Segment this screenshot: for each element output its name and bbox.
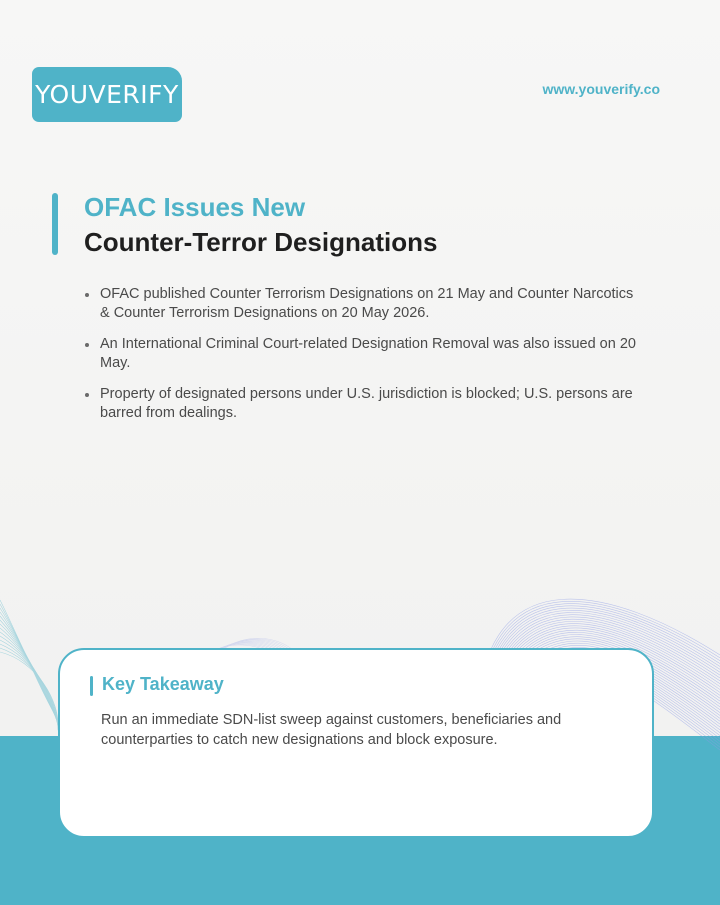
headline-line-2: Counter-Terror Designations <box>84 227 438 257</box>
website-link[interactable]: www.youverify.co <box>542 81 660 97</box>
logo-text: YOUVERIFY <box>35 80 179 109</box>
takeaway-text: Run an immediate SDN-list sweep against customers, beneficiaries and counterparties to catch new designations and block exposure. <box>101 712 562 748</box>
wave-line <box>0 632 58 726</box>
wave-line <box>0 600 58 720</box>
wave-line <box>0 612 58 722</box>
bullet-dot-icon <box>85 343 89 347</box>
wave-line <box>0 628 58 726</box>
key-takeaway-card <box>58 648 654 838</box>
youverify-logo[interactable] <box>32 67 182 122</box>
takeaway-title: Key Takeaway <box>102 674 224 694</box>
takeaway-accent-bar <box>90 676 93 696</box>
wave-line <box>0 648 58 730</box>
title-accent-bar <box>52 193 58 255</box>
wave-line <box>0 640 58 728</box>
bullet-item <box>82 335 642 373</box>
bullet-text: An International Criminal Court-related Designation Removal was also issued on 20 May. <box>100 336 636 371</box>
wave-line <box>0 604 58 721</box>
wave-line <box>0 608 58 722</box>
wave-line <box>0 624 58 725</box>
bullet-item <box>82 385 642 423</box>
wave-line <box>0 620 58 724</box>
wave-line <box>0 616 58 723</box>
bullet-list <box>82 285 642 435</box>
bullet-dot-icon <box>85 393 89 397</box>
bullet-item <box>82 285 642 323</box>
bullet-dot-icon <box>85 293 89 297</box>
bullet-text: OFAC published Counter Terrorism Designations on 21 May and Counter Narcotics & Counter Terrorism Designations on 20 May 2026. <box>100 286 634 321</box>
wave-line <box>0 652 58 730</box>
wave-line <box>0 644 58 729</box>
headline-line-1: OFAC Issues New <box>84 192 306 222</box>
wave-line <box>0 636 58 727</box>
bullet-text: Property of designated persons under U.S. jurisdiction is blocked; U.S. persons are barred from dealings. <box>100 386 633 421</box>
